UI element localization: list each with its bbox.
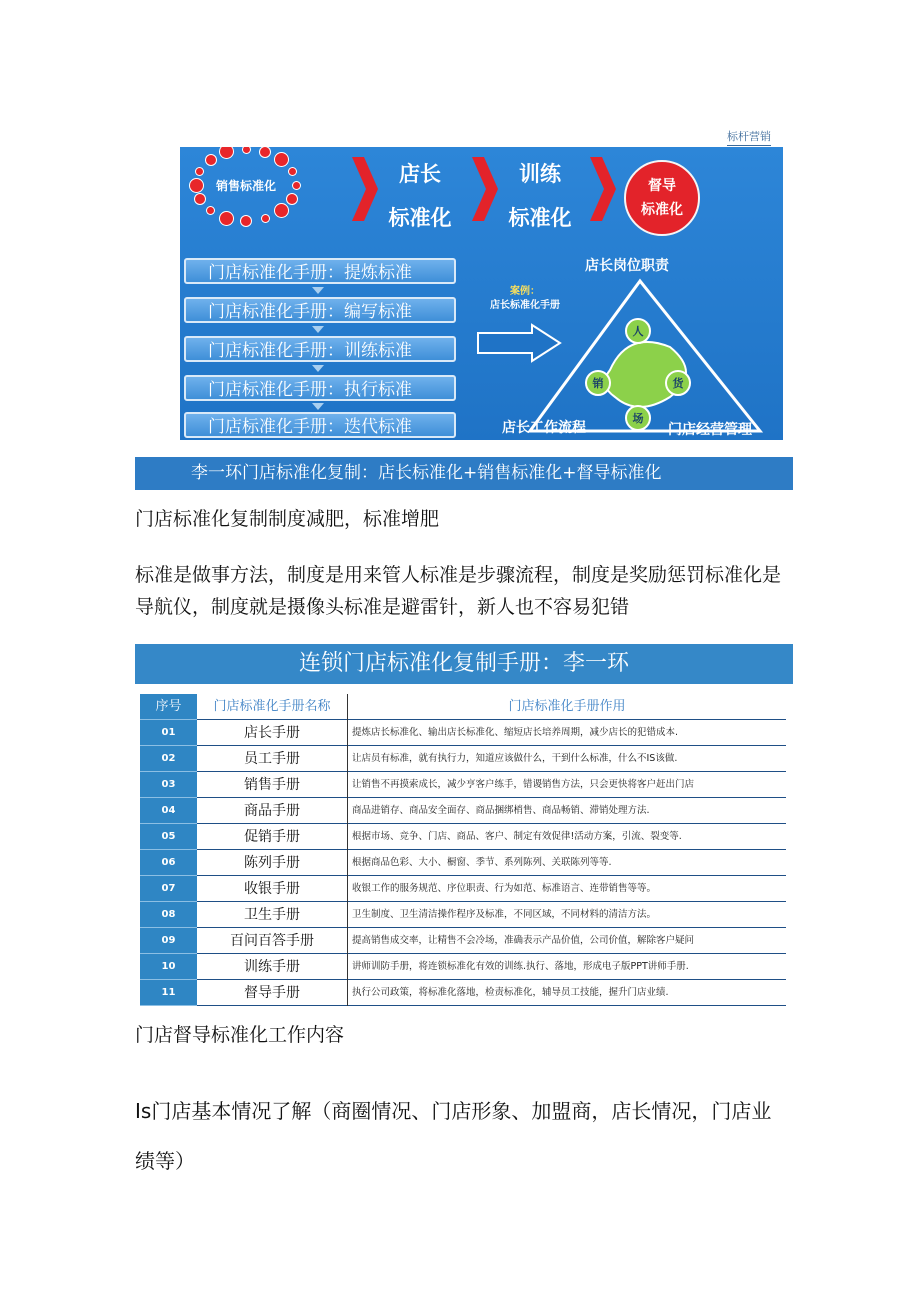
table-row <box>140 720 786 746</box>
sales-std-label: 销售标准化 <box>215 179 276 193</box>
row-name: 店长手册 <box>197 720 347 746</box>
row-name: 促销手册 <box>197 824 347 850</box>
table-row <box>140 902 786 928</box>
row-desc: 执行公司政策，将标准化落地，检责标准化，辅导员工技能，握升门店业绩. <box>348 980 786 1006</box>
paragraph-2: 标准是做事方法，制度是用来管人标准是步骤流程，制度是奖励惩罚标准化是导航仪，制度就是摄像头标准是避雷针，新人也不容易犯错 <box>135 564 782 618</box>
table-row <box>140 928 786 954</box>
stage-training-line1: 训练 <box>519 162 561 186</box>
red-dot-icon <box>287 194 297 204</box>
table-row <box>140 798 786 824</box>
table-row <box>140 876 786 902</box>
row-idx: 06 <box>140 850 197 876</box>
row-desc: 讲师训防手册，将连锁标准化有效的训练.执行、落地，形成电子版PPT讲师手册. <box>348 954 786 980</box>
header-name: 门店标准化手册名称 <box>197 694 347 720</box>
row-desc: 根据市场、竞争、门店、商品、客户、制定有效促律!活动方案，引流、裂变等. <box>348 824 786 850</box>
row-desc: 根据商品色彩、大小、橱窗、季节、系列陈列、关联陈列等等. <box>348 850 786 876</box>
down-arrow-icon <box>312 403 324 410</box>
row-desc: 商品进销存、商品安全面存、商品捆绑梢售、商品畅销、滞销处理方法. <box>348 798 786 824</box>
red-dot-icon <box>241 216 251 226</box>
triangle-diagram <box>520 275 770 437</box>
red-dot-icon <box>260 147 270 157</box>
node-sales: 销 <box>592 377 604 390</box>
row-name: 销售手册 <box>197 772 347 798</box>
red-dot-icon <box>207 207 214 214</box>
table-row <box>140 772 786 798</box>
triangle-left-label: 店长工作流程 <box>502 420 586 436</box>
chevron-icon <box>590 157 616 221</box>
row-name: 百问百答手册 <box>197 928 347 954</box>
table-row <box>140 850 786 876</box>
row-name: 员工手册 <box>197 746 347 772</box>
stage-training-line2: 标准化 <box>508 206 572 230</box>
node-people: 人 <box>632 325 644 338</box>
row-name: 卫生手册 <box>197 902 347 928</box>
stage-store-manager-line1: 店长 <box>399 162 441 186</box>
table-title: 连锁门店标准化复制手册：李一环 <box>135 644 793 684</box>
red-dot-icon <box>196 168 203 175</box>
row-desc: 收银工作的服务规范、序位职责、行为如范、标准语言、连带销售等等。 <box>348 876 786 902</box>
row-name: 训练手册 <box>197 954 347 980</box>
stage-store-manager <box>380 152 460 240</box>
row-desc: 提高销售成交率，让精售不会冷场，准确表示产品价值，公司价值，解除客户疑问 <box>348 928 786 954</box>
manual-box-5: 门店标准化手册：迭代标准 <box>184 412 456 438</box>
watermark: 标杆营销 <box>727 128 771 146</box>
row-desc: 卫生制度、卫生清洁操作程序及标准，不同区域，不同材料的清洁方法。 <box>348 902 786 928</box>
row-name: 陈列手册 <box>197 850 347 876</box>
row-desc: 让店员有标准，就有执行力，知道应该做什么，干到什么标准，什么不IS该做. <box>348 746 786 772</box>
row-idx: 04 <box>140 798 197 824</box>
row-idx: 10 <box>140 954 197 980</box>
supervisor-line1: 督导 <box>648 178 676 194</box>
manual-box-3: 门店标准化手册：训练标准 <box>184 336 456 362</box>
red-dot-icon <box>262 215 269 222</box>
row-name: 督导手册 <box>197 980 347 1006</box>
red-dot-icon <box>275 153 288 166</box>
row-desc: 让销售不再摸索成长，减少亨客户练手，错谡销售方法，只会更快将客户赶出门店 <box>348 772 786 798</box>
case-title: 店长标准化手册 <box>490 300 560 311</box>
row-name: 商品手册 <box>197 798 347 824</box>
table-row <box>140 954 786 980</box>
section-heading: 门店督导标准化工作内容 <box>135 1024 345 1046</box>
header-desc: 门店标准化手册作用 <box>348 694 786 720</box>
red-dot-icon <box>220 212 233 225</box>
chevron-icon <box>472 157 498 221</box>
triangle-top-label: 店长岗位职责 <box>585 258 669 274</box>
supervisor-line2: 标准化 <box>641 202 683 218</box>
row-name: 收银手册 <box>197 876 347 902</box>
manual-box-1: 门店标准化手册：提炼标准 <box>184 258 456 284</box>
case-label-text: 案例： <box>510 286 540 297</box>
red-dot-icon <box>243 147 250 153</box>
red-dot-icon <box>195 194 205 204</box>
down-arrow-icon <box>312 326 324 333</box>
manual-table <box>140 694 786 1006</box>
row-idx: 02 <box>140 746 197 772</box>
table-row <box>140 824 786 850</box>
triangle-right-label: 门店经营管理 <box>668 422 752 438</box>
row-idx: 01 <box>140 720 197 746</box>
row-idx: 08 <box>140 902 197 928</box>
red-dot-icon <box>206 155 216 165</box>
red-dot-icon <box>293 182 300 189</box>
supervisor-std-circle <box>624 160 700 236</box>
node-goods: 货 <box>672 377 684 390</box>
list-item: Is门店基本情况了解（商圈情况、门店形象、加盟商，店长情况，门店业绩等） <box>135 1099 772 1173</box>
red-dot-icon <box>275 204 288 217</box>
caption-bar: 李一环门店标准化复制：店长标准化+销售标准化+督导标准化 <box>135 457 793 490</box>
down-arrow-icon <box>312 365 324 372</box>
table-row <box>140 746 786 772</box>
table-header <box>140 694 786 720</box>
row-desc: 提炼店长标准化、输出店长标准化、缩短店长培养周期，减少店长的犯错成本. <box>348 720 786 746</box>
infographic <box>180 147 783 440</box>
chevron-icon <box>352 157 378 221</box>
red-dot-icon <box>220 147 233 158</box>
down-arrow-icon <box>312 287 324 294</box>
red-dot-icon <box>289 168 296 175</box>
row-idx: 07 <box>140 876 197 902</box>
header-idx: 序号 <box>140 694 197 720</box>
stage-store-manager-line2: 标准化 <box>388 206 452 230</box>
manual-box-2: 门店标准化手册：编写标准 <box>184 297 456 323</box>
row-idx: 03 <box>140 772 197 798</box>
manual-box-4: 门店标准化手册：执行标准 <box>184 375 456 401</box>
table-row <box>140 980 786 1006</box>
row-idx: 05 <box>140 824 197 850</box>
row-idx: 11 <box>140 980 197 1006</box>
stage-training <box>500 152 580 240</box>
node-place: 场 <box>632 412 644 425</box>
red-dot-icon <box>190 179 203 192</box>
row-idx: 09 <box>140 928 197 954</box>
paragraph-1: 门店标准化复制制度减肥，标准增肥 <box>135 508 440 530</box>
